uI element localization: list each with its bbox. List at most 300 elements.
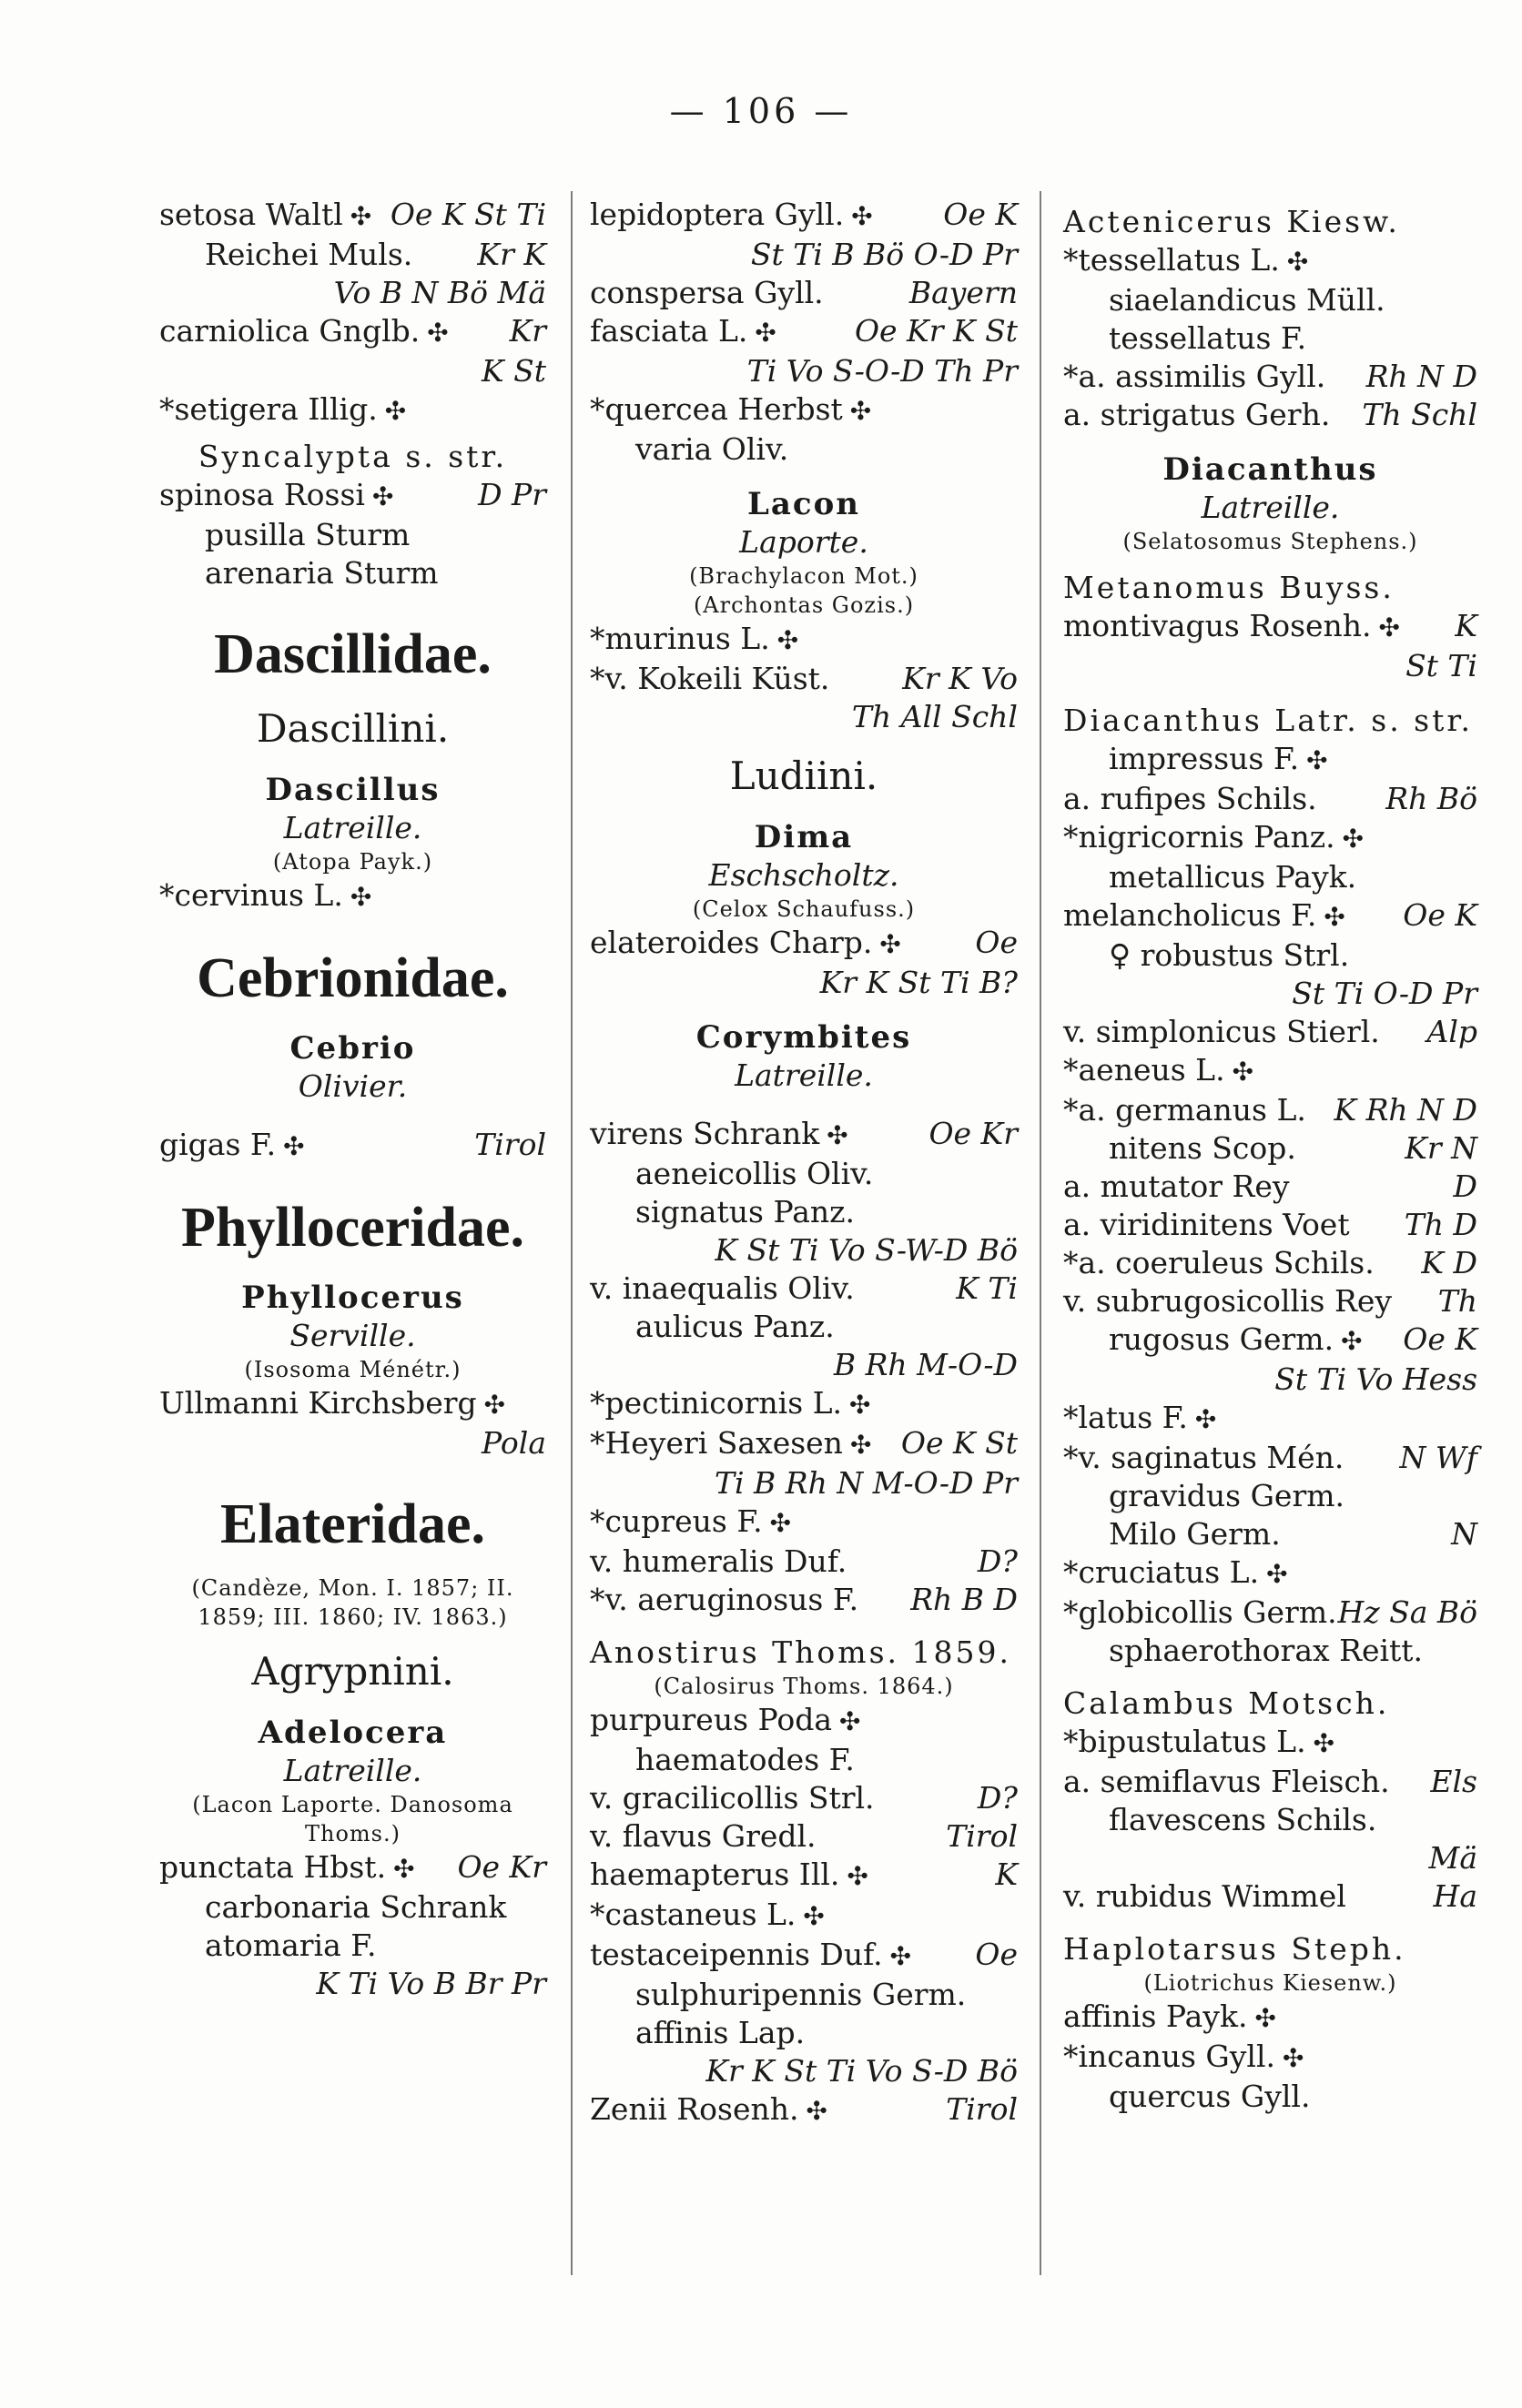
- species-name: carniolica Gnglb.: [159, 313, 421, 349]
- cross-symbol-icon: ✣: [483, 1390, 506, 1420]
- genus-heading: Actenicerus Kiesw.: [1063, 204, 1400, 239]
- species-entry: [1063, 818, 1477, 858]
- species-entry: [1063, 358, 1477, 396]
- species-entry: [1063, 1723, 1477, 1763]
- genus-heading: Syncalypta s. str.: [198, 439, 508, 474]
- locality-continuation: [590, 1346, 1018, 1384]
- species-name: carbonaria Schrank: [205, 1889, 507, 1925]
- species-name: a. strigatus Gerh.: [1063, 397, 1331, 432]
- species-name: impressus F.: [1109, 741, 1300, 776]
- cross-symbol-icon: ✣: [1232, 1057, 1254, 1087]
- species-entry: [1063, 936, 1477, 975]
- species-entry: [590, 1193, 1018, 1231]
- species-name: a. viridinitens Voet: [1063, 1207, 1350, 1242]
- cross-symbol-icon: ✣: [427, 318, 449, 348]
- cross-symbol-icon: ✣: [1194, 1404, 1217, 1434]
- species-entry: [1063, 1632, 1477, 1670]
- cross-symbol-icon: ✣: [755, 318, 776, 348]
- cross-symbol-icon: ✣: [1286, 247, 1309, 277]
- species-entry: [1063, 1763, 1477, 1801]
- locality: K: [1455, 608, 1477, 643]
- species-name: *cervinus L.: [159, 877, 343, 913]
- species-name: tessellatus F.: [1109, 320, 1307, 356]
- genus-heading: Dima: [754, 819, 854, 855]
- species-entry: [1063, 896, 1477, 936]
- species-entry: [1063, 1244, 1477, 1282]
- locality-continuation: [590, 1464, 1018, 1502]
- locality: D: [1453, 1169, 1477, 1204]
- genus-heading: Adelocera: [258, 1715, 448, 1751]
- locality: N Wf: [1399, 1440, 1477, 1475]
- species-entry: [159, 312, 546, 352]
- genus-author: Latreille.: [283, 810, 422, 845]
- species-entry: [1063, 1553, 1477, 1594]
- cross-symbol-icon: ✣: [371, 481, 394, 511]
- cross-symbol-icon: ✣: [889, 1941, 912, 1971]
- species-entry: [1063, 1282, 1477, 1320]
- column-3: [1063, 196, 1477, 2116]
- locality: Ha: [1433, 1878, 1477, 1914]
- species-entry: [1063, 2038, 1477, 2078]
- species-entry: [1063, 1051, 1477, 1091]
- cross-symbol-icon: ✣: [806, 2096, 827, 2126]
- locality: K St: [481, 353, 546, 389]
- locality-continuation: [590, 236, 1018, 274]
- species-entry: [1063, 1877, 1477, 1916]
- species-name: *globicollis Germ.: [1063, 1594, 1337, 1630]
- species-name: a. mutator Rey: [1063, 1169, 1290, 1204]
- synonym-note: (Atopa Payk.): [272, 849, 433, 875]
- locality: N: [1451, 1516, 1477, 1552]
- locality-continuation: [590, 352, 1018, 390]
- locality: Oe Kr K St: [854, 313, 1018, 349]
- cross-symbol-icon: ✣: [1378, 612, 1400, 642]
- locality: Oe K: [1403, 897, 1477, 933]
- locality: Kr N: [1405, 1130, 1477, 1166]
- species-entry: [590, 620, 1018, 660]
- genus-author: Latreille.: [1201, 490, 1340, 525]
- species-entry: [159, 1126, 546, 1166]
- column-rule: [571, 191, 573, 2275]
- species-name: *latus F.: [1063, 1400, 1188, 1435]
- species-entry: [159, 390, 546, 430]
- cross-symbol-icon: ✣: [350, 201, 372, 231]
- synonym-note: (Calosirus Thoms. 1864.): [654, 1674, 954, 1699]
- species-name: *nigricornis Panz.: [1063, 819, 1335, 855]
- species-name: aeneicollis Oliv.: [635, 1156, 874, 1191]
- locality-continuation: [590, 964, 1018, 1002]
- species-name: sulphuripennis Germ.: [635, 1977, 967, 2012]
- species-name: spinosa Rossi: [159, 477, 365, 512]
- species-entry: [1063, 281, 1477, 319]
- genus-author: Laporte.: [739, 524, 868, 560]
- species-entry: [590, 1896, 1018, 1936]
- species-entry: [1063, 1477, 1477, 1515]
- species-name: *setigera Illig.: [159, 391, 378, 427]
- species-entry: [590, 1543, 1018, 1581]
- species-name: v. inaequalis Oliv.: [590, 1270, 855, 1306]
- species-name: flavescens Schils.: [1109, 1802, 1377, 1837]
- species-entry: [590, 1384, 1018, 1424]
- cross-symbol-icon: ✣: [393, 1854, 415, 1884]
- cross-symbol-icon: ✣: [350, 882, 372, 912]
- species-entry: [590, 1155, 1018, 1193]
- genus-heading: Haplotarsus Steph.: [1063, 1931, 1406, 1967]
- species-entry: [590, 1701, 1018, 1741]
- species-entry: [590, 1817, 1018, 1856]
- species-entry: [590, 312, 1018, 352]
- locality-continuation: [590, 698, 1018, 736]
- species-name: punctata Hbst.: [159, 1849, 387, 1885]
- species-name: virens Schrank: [590, 1116, 820, 1151]
- species-name: Zenii Rosenh.: [590, 2091, 799, 2127]
- species-entry: [590, 196, 1018, 236]
- species-entry: [590, 1115, 1018, 1155]
- species-entry: [590, 2090, 1018, 2130]
- species-name: varia Oliv.: [635, 431, 789, 467]
- species-entry: [159, 1848, 546, 1888]
- locality: Kr K St Ti B?: [819, 965, 1018, 1000]
- locality-continuation: [590, 1231, 1018, 1270]
- cross-symbol-icon: ✣: [839, 1706, 861, 1736]
- locality: Th: [1437, 1283, 1477, 1319]
- cross-symbol-icon: ✣: [384, 396, 407, 426]
- locality: Th All Schl: [851, 699, 1018, 734]
- species-name: gravidus Germ.: [1109, 1478, 1345, 1513]
- species-name: elateroides Charp.: [590, 925, 873, 960]
- locality-continuation: [159, 274, 546, 312]
- species-entry: [1063, 1168, 1477, 1206]
- cross-symbol-icon: ✣: [1324, 902, 1345, 932]
- species-name: *v. saginatus Mén.: [1063, 1440, 1344, 1475]
- species-name: melancholicus F.: [1063, 897, 1317, 933]
- locality: D?: [977, 1543, 1018, 1579]
- locality: Ti Vo S-O-D Th Pr: [746, 353, 1018, 389]
- species-name: v. flavus Gredl.: [590, 1818, 817, 1854]
- species-entry: [590, 1308, 1018, 1346]
- cross-symbol-icon: ✣: [283, 1131, 305, 1161]
- species-entry: [1063, 607, 1477, 647]
- species-entry: [1063, 241, 1477, 281]
- species-entry: [1063, 1091, 1477, 1129]
- species-entry: [590, 1270, 1018, 1308]
- species-name: atomaria F.: [205, 1927, 377, 1963]
- genus-author: Olivier.: [298, 1068, 408, 1104]
- species-name: *v. aeruginosus F.: [590, 1582, 859, 1617]
- locality: B Rh M-O-D: [833, 1347, 1018, 1382]
- locality: Oe K: [943, 197, 1018, 232]
- species-entry: [1063, 1129, 1477, 1168]
- genus-author: Latreille.: [735, 1057, 873, 1093]
- cross-symbol-icon: ✣: [1254, 2003, 1276, 2033]
- locality: Rh Bö: [1385, 781, 1477, 816]
- tribe-heading: Agrypnini.: [251, 1649, 454, 1694]
- species-name: conspersa Gyll.: [590, 275, 824, 310]
- synonym-note: (Isosoma Ménétr.): [244, 1357, 462, 1382]
- genus-heading: Lacon: [746, 486, 861, 522]
- locality: K Ti: [956, 1270, 1018, 1306]
- species-name: quercus Gyll.: [1109, 2079, 1311, 2114]
- locality: St Ti: [1405, 648, 1477, 683]
- species-name: fasciata L.: [590, 313, 748, 349]
- species-name: v. humeralis Duf.: [590, 1543, 847, 1579]
- species-name: testaceipennis Duf.: [590, 1937, 883, 1972]
- cross-symbol-icon: ✣: [1266, 1559, 1288, 1589]
- species-entry: [1063, 1801, 1477, 1839]
- genus-author: Eschscholtz.: [708, 857, 899, 893]
- column-2: [590, 196, 1018, 2130]
- locality: Oe K: [1403, 1321, 1477, 1357]
- species-name: *cruciatus L.: [1063, 1554, 1260, 1590]
- synonym-note: (Celox Schaufuss.): [692, 896, 916, 922]
- genus-heading: Dascillus: [265, 772, 441, 808]
- species-name: *a. coeruleus Schils.: [1063, 1245, 1375, 1280]
- species-entry: [159, 1927, 546, 1965]
- species-name: *aeneus L.: [1063, 1052, 1225, 1088]
- species-name: rugosus Germ.: [1109, 1321, 1334, 1357]
- locality: Oe Kr: [928, 1116, 1018, 1151]
- locality-continuation: [1063, 975, 1477, 1013]
- genus-heading: Anostirus Thoms. 1859.: [590, 1634, 1011, 1670]
- species-name: affinis Lap.: [635, 2015, 806, 2050]
- family-heading: Elateridae.: [220, 1493, 485, 1555]
- synonym-note: (Liotrichus Kiesenw.): [1143, 1970, 1397, 1996]
- locality: Bayern: [908, 275, 1018, 310]
- species-entry: [590, 1936, 1018, 1976]
- locality: Oe K St: [900, 1425, 1018, 1461]
- species-entry: Ullmanni Kirchsberg ✣: [159, 1385, 506, 1421]
- species-name: Milo Germ.: [1109, 1516, 1281, 1552]
- species-name: *murinus L.: [590, 621, 770, 656]
- species-name: *bipustulatus L.: [1063, 1724, 1306, 1759]
- family-heading: Dascillidae.: [214, 623, 492, 685]
- cross-symbol-icon: ✣: [827, 1120, 848, 1150]
- locality: Rh N D: [1365, 359, 1477, 394]
- species-name: v. subrugosicollis Rey: [1063, 1283, 1392, 1319]
- locality-continuation: [1063, 1839, 1477, 1877]
- synonym-note: (Lacon Laporte. Danosoma Thoms.): [192, 1792, 513, 1846]
- species-name: v. gracilicollis Strl.: [590, 1780, 875, 1816]
- locality: Tirol: [474, 1127, 546, 1162]
- species-name: montivagus Rosenh.: [1063, 608, 1372, 643]
- synonym-note: (Selatosomus Stephens.): [1122, 529, 1418, 554]
- locality: Tirol: [946, 1818, 1018, 1854]
- cross-symbol-icon: ✣: [1341, 1326, 1363, 1356]
- tribe-heading: Dascillini.: [256, 706, 450, 751]
- species-name: siaelandicus Müll.: [1109, 282, 1385, 318]
- species-entry: [590, 1856, 1018, 1896]
- tribe-heading: Ludiini.: [729, 754, 878, 798]
- species-entry: [159, 516, 546, 554]
- species-name: *pectinicornis L.: [590, 1385, 843, 1421]
- cross-symbol-icon: ✣: [803, 1901, 825, 1931]
- species-name: *incanus Gyll.: [1063, 2039, 1275, 2074]
- species-name: *castaneus L.: [590, 1897, 797, 1932]
- column-rule: [1040, 191, 1041, 2275]
- species-name: sphaerothorax Reitt.: [1109, 1633, 1424, 1668]
- species-name: *a. assimilis Gyll.: [1063, 359, 1326, 394]
- species-name: purpureus Poda: [590, 1702, 833, 1737]
- genus-heading: Phyllocerus: [241, 1280, 464, 1316]
- species-name: *a. germanus L.: [1063, 1092, 1306, 1128]
- species-name: ♀ robustus Strl.: [1109, 937, 1350, 973]
- species-name: *quercea Herbst: [590, 391, 843, 427]
- species-entry: [159, 1888, 546, 1927]
- species-name: nitens Scop.: [1109, 1130, 1296, 1166]
- species-entry: [159, 196, 546, 236]
- genus-heading: Metanomus Buyss.: [1063, 570, 1395, 605]
- locality: K St Ti Vo S-W-D Bö: [715, 1232, 1018, 1268]
- locality: Hz Sa Bö: [1337, 1594, 1477, 1630]
- cross-symbol-icon: ✣: [1342, 824, 1365, 854]
- species-entry: [590, 390, 1018, 430]
- locality: D?: [977, 1780, 1018, 1816]
- locality: Rh B D: [910, 1582, 1018, 1617]
- genus-heading: Diacanthus Latr. s. str.: [1063, 703, 1474, 738]
- locality: Oe Kr: [457, 1849, 546, 1885]
- locality: Tirol: [946, 2091, 1018, 2127]
- synonym-note: (Candèze, Mon. I. 1857; II. 1859; III. 1860; IV. 1863.): [191, 1575, 514, 1630]
- species-name: signatus Panz.: [635, 1194, 856, 1229]
- genus-author: Latreille.: [283, 1753, 422, 1788]
- cross-symbol-icon: ✣: [1313, 1728, 1335, 1758]
- locality: St Ti B Bö O-D Pr: [750, 237, 1018, 272]
- locality: Alp: [1426, 1014, 1477, 1049]
- species-entry: [590, 1424, 1018, 1464]
- species-entry: [159, 236, 546, 274]
- locality-continuation: [159, 1965, 546, 2003]
- locality: Kr: [509, 313, 546, 349]
- genus-heading: Diacanthus: [1162, 451, 1378, 488]
- species-entry: [1063, 1399, 1477, 1439]
- genus-author: Serville.: [289, 1318, 416, 1353]
- species-name: aulicus Panz.: [635, 1309, 835, 1344]
- locality: Els: [1430, 1764, 1477, 1799]
- species-entry: [1063, 319, 1477, 358]
- species-name: v. simplonicus Stierl.: [1063, 1014, 1380, 1049]
- species-name: gigas F.: [159, 1127, 277, 1162]
- cross-symbol-icon: ✣: [879, 929, 901, 959]
- species-entry: [1063, 1594, 1477, 1632]
- species-name: *cupreus F.: [590, 1503, 763, 1539]
- cross-symbol-icon: ✣: [849, 1430, 872, 1460]
- species-entry: [1063, 740, 1477, 780]
- locality: K: [995, 1857, 1018, 1892]
- species-name: v. rubidus Wimmel: [1063, 1878, 1346, 1914]
- species-name: affinis Payk.: [1063, 1998, 1248, 2034]
- species-name: Reichei Muls.: [205, 237, 413, 272]
- cross-symbol-icon: ✣: [1306, 745, 1328, 775]
- species-entry: [1063, 2078, 1477, 2116]
- species-name: arenaria Sturm: [205, 555, 439, 591]
- species-entry: [590, 2014, 1018, 2052]
- species-entry: [1063, 858, 1477, 896]
- species-entry: [159, 476, 546, 516]
- locality: Oe: [975, 925, 1018, 960]
- locality-continuation: [590, 2052, 1018, 2090]
- species-entry: [590, 1741, 1018, 1779]
- species-entry: [159, 876, 546, 916]
- locality: D Pr: [478, 477, 546, 512]
- page-number: — 106 —: [669, 91, 853, 131]
- species-name: metallicus Payk.: [1109, 859, 1357, 895]
- species-name: lepidoptera Gyll.: [590, 197, 845, 232]
- locality: Pola: [482, 1425, 546, 1461]
- cross-symbol-icon: ✣: [1283, 2043, 1304, 2073]
- species-name: pusilla Sturm: [205, 517, 411, 552]
- species-name: haemapterus Ill.: [590, 1857, 840, 1892]
- species-entry: [159, 554, 546, 592]
- species-name: a. rufipes Schils.: [1063, 781, 1317, 816]
- species-entry: [1063, 1439, 1477, 1477]
- species-name: *tessellatus L.: [1063, 242, 1280, 278]
- locality: Ti B Rh N M-O-D Pr: [714, 1465, 1018, 1501]
- column-1: [159, 196, 546, 2003]
- locality: K Rh N D: [1334, 1092, 1477, 1128]
- species-entry: [590, 430, 1018, 469]
- species-name: haematodes F.: [635, 1742, 855, 1777]
- species-entry: [590, 1581, 1018, 1619]
- locality: Vo B N Bö Mä: [333, 275, 546, 310]
- species-entry: [1063, 1206, 1477, 1244]
- locality: St Ti O-D Pr: [1292, 976, 1477, 1011]
- species-name: *v. Kokeili Küst.: [590, 661, 830, 696]
- locality: Th D: [1404, 1207, 1477, 1242]
- species-entry: [590, 924, 1018, 964]
- species-entry: [1063, 396, 1477, 434]
- cross-symbol-icon: ✣: [769, 1508, 792, 1538]
- locality-continuation: [159, 352, 546, 390]
- species-name: setosa Waltl: [159, 197, 343, 232]
- species-name: a. semiflavus Fleisch.: [1063, 1764, 1390, 1799]
- family-heading: Phylloceridae.: [180, 1197, 525, 1259]
- locality: Oe K St Ti: [390, 197, 546, 232]
- synonym-note: (Brachylacon Mot.): [689, 563, 918, 589]
- locality: Oe: [975, 1937, 1018, 1972]
- locality: K D: [1421, 1245, 1477, 1280]
- species-entry: [590, 660, 1018, 698]
- locality: Mä: [1428, 1840, 1477, 1876]
- locality: Kr K St Ti Vo S-D Bö: [705, 2053, 1018, 2089]
- cross-symbol-icon: ✣: [776, 625, 799, 655]
- locality-continuation: [1063, 647, 1477, 685]
- synonym-note: (Archontas Gozis.): [693, 592, 915, 618]
- locality: St Ti Vo Hess: [1274, 1361, 1477, 1397]
- species-entry: [590, 274, 1018, 312]
- genus-heading: Cebrio: [289, 1030, 416, 1067]
- cross-symbol-icon: ✣: [849, 1390, 871, 1420]
- cross-symbol-icon: ✣: [851, 201, 873, 231]
- species-entry: [1063, 1515, 1477, 1553]
- species-entry: [590, 1779, 1018, 1817]
- family-heading: Cebrionidae.: [197, 947, 509, 1009]
- species-entry: [1063, 1013, 1477, 1051]
- locality: Kr K Vo: [902, 661, 1018, 696]
- species-entry: [1063, 1320, 1477, 1361]
- cross-symbol-icon: ✣: [847, 1861, 868, 1891]
- species-entry: [590, 1502, 1018, 1543]
- species-name: *Heyeri Saxesen: [590, 1425, 843, 1461]
- genus-heading: Corymbites: [695, 1019, 912, 1056]
- species-entry: [590, 1976, 1018, 2014]
- species-entry: [1063, 780, 1477, 818]
- locality-continuation: [1063, 1361, 1477, 1399]
- locality: Th Schl: [1362, 397, 1477, 432]
- cross-symbol-icon: ✣: [849, 396, 872, 426]
- locality: Kr K: [477, 237, 546, 272]
- species-entry: [1063, 1998, 1477, 2038]
- locality: K Ti Vo B Br Pr: [316, 1966, 546, 2001]
